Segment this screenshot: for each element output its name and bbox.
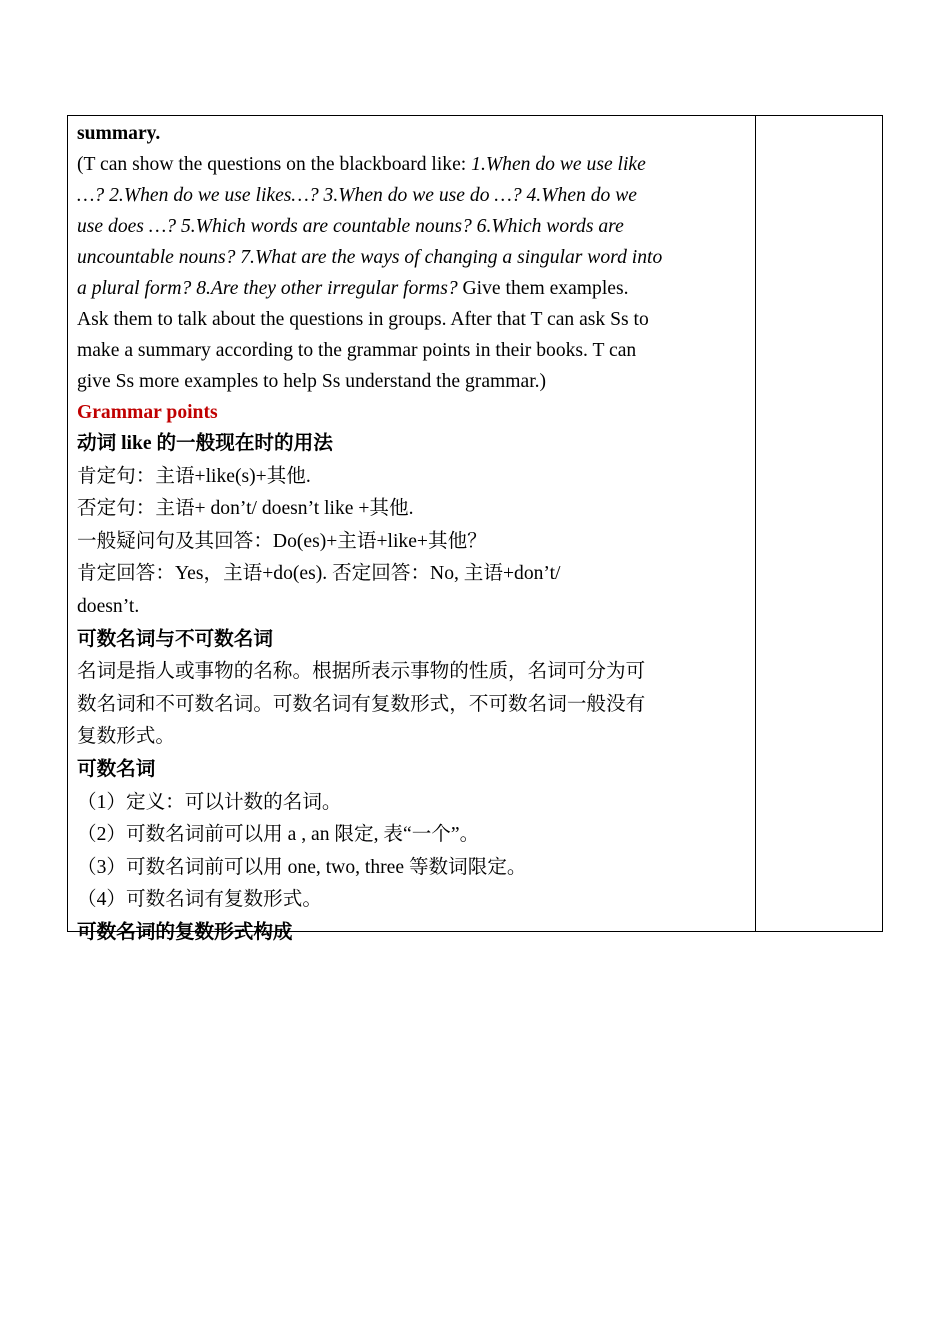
plural-forms-heading: 可数名词的复数形式构成 xyxy=(77,921,293,943)
countable-item: （1）定义：可以计数的名词。 xyxy=(77,791,342,813)
countable-item: （2）可数名词前可以用 a , an 限定, 表“一个”。 xyxy=(77,824,480,846)
answers-rule-cont: doesn’t. xyxy=(77,595,140,617)
countable-uncountable-heading: 可数名词与不可数名词 xyxy=(77,628,273,650)
teacher-note-line: Ask them to talk about the questions in groups. After that T can ask Ss to xyxy=(77,309,649,330)
teacher-note-line: make a summary according to the grammar points in their books. T can xyxy=(77,340,637,361)
lesson-table xyxy=(67,115,883,943)
noun-description-line: 复数形式。 xyxy=(77,726,175,748)
teacher-note-line: give Ss more examples to help Ss understand the grammar.) xyxy=(77,371,547,392)
grammar-points-title: Grammar points xyxy=(77,402,218,423)
summary-heading: summary. xyxy=(77,123,161,144)
teacher-note-line: …? 2.When do we use likes…? 3.When do we use do …? 4.When do we xyxy=(77,185,637,206)
procedure-cell xyxy=(68,116,756,943)
negative-rule: 否定句：主语+ don’t/ doesn’t like +其他. xyxy=(77,498,414,520)
like-usage-heading: 动词 like 的一般现在时的用法 xyxy=(77,433,333,454)
teacher-note-line: a plural form? 8.Are they other irregular forms? Give them examples. xyxy=(77,278,629,299)
noun-description-line: 名词是指人或事物的名称。根据所表示事物的性质，名词可分为可 xyxy=(77,661,646,683)
answers-rule: 肯定回答：Yes，主语+do(es). 否定回答：No, 主语+don’t/ xyxy=(77,563,561,585)
teacher-note-line: uncountable nouns? 7.What are the ways of changing a singular word into xyxy=(77,247,663,268)
teacher-note-line: (T can show the questions on the blackboard like: 1.When do we use like xyxy=(77,154,646,175)
countable-nouns-heading: 可数名词 xyxy=(77,758,156,780)
teacher-note-line: use does …? 5.Which words are countable nouns? 6.Which words are xyxy=(77,216,624,237)
notes-cell xyxy=(756,116,882,931)
noun-description-line: 数名词和不可数名词。可数名词有复数形式，不可数名词一般没有 xyxy=(77,693,646,715)
question-rule: 一般疑问句及其回答：Do(es)+主语+like+其他？ xyxy=(77,530,487,552)
countable-item: （4）可数名词有复数形式。 xyxy=(77,889,322,911)
countable-item: （3）可数名词前可以用 one, two, three 等数词限定。 xyxy=(77,856,527,878)
affirmative-rule: 肯定句：主语+like(s)+其他. xyxy=(77,465,311,487)
